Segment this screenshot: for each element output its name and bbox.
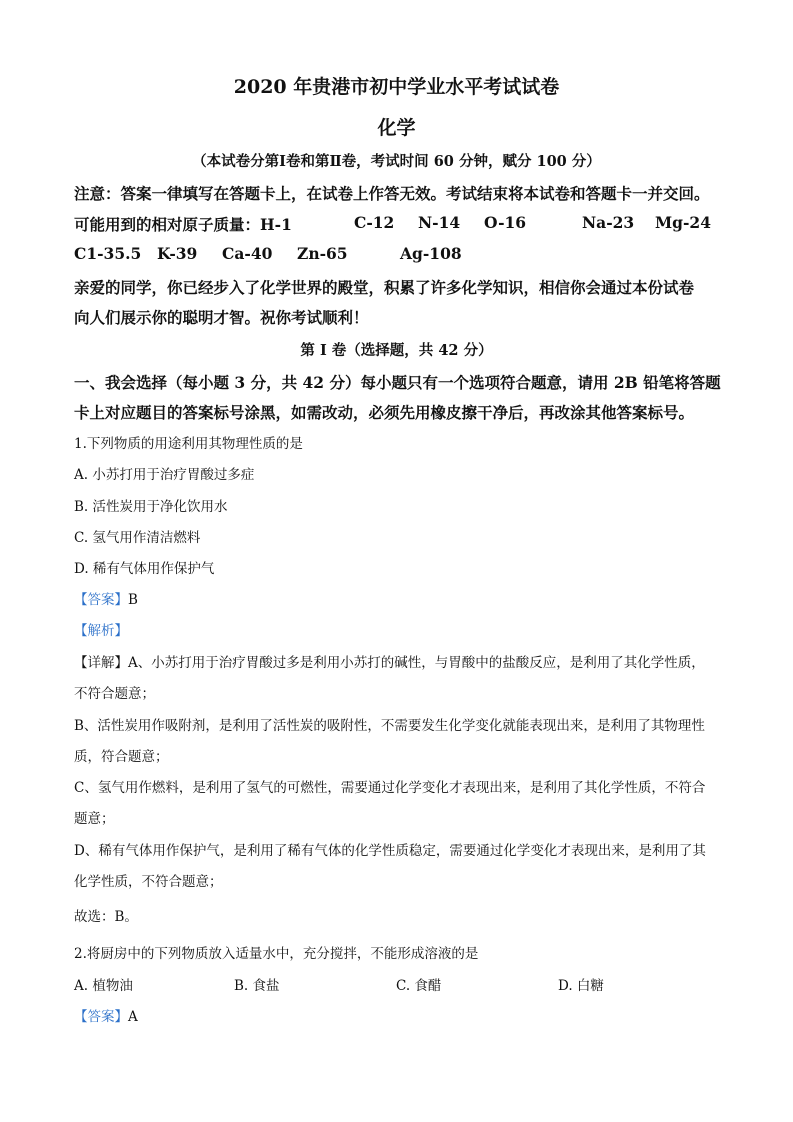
question-2-option-c: C. 食醋 [396, 978, 442, 994]
atomic-mass-label: 可能用到的相对原子质量：H-1 [74, 215, 292, 234]
atomic-mass-item: Zn-65 [297, 244, 348, 263]
question-1-option-c: C. 氢气用作清洁燃料 [74, 530, 201, 546]
answer-value: B [128, 592, 138, 608]
section-title: 第 I 卷（选择题，共 42 分） [300, 342, 493, 359]
question-1-conclusion: 故选：B。 [74, 909, 138, 925]
answer-tag: 【答案】 [74, 592, 128, 608]
question-1-option-a: A. 小苏打用于治疗胃酸过多症 [74, 467, 255, 483]
detail-line-2: 不符合题意； [74, 686, 155, 702]
atomic-mass-item: Ca-40 [222, 244, 273, 263]
atomic-mass-item: C1-35.5 [74, 244, 142, 263]
analysis-tag: 【解析】 [74, 623, 128, 639]
atomic-mass-item: Na-23 [582, 213, 635, 232]
exam-title: 2020 年贵港市初中学业水平考试试卷 [233, 76, 560, 98]
detail-line-5: C、氢气用作燃料，是利用了氢气的可燃性，需要通过化学变化才表现出来，是利用了其化学性质，不符合 [74, 780, 706, 796]
notice: 注意：答案一律填写在答题卡上，在试卷上作答无效。考试结束将本试卷和答题卡一并交回。 [74, 184, 710, 203]
detail-tag: 【详解】 [74, 655, 128, 671]
question-2-option-d: D. 白糖 [558, 978, 604, 994]
question-1-option-b: B. 活性炭用于净化饮用水 [74, 499, 228, 515]
question-2-option-b: B. 食盐 [234, 978, 280, 994]
exam-info: （本试卷分第Ⅰ卷和第Ⅱ卷，考试时间 60 分钟，赋分 100 分） [192, 153, 601, 170]
section-instruction-1: 一、我会选择（每小题 3 分，共 42 分）每小题只有一个选项符合题意，请用 2B 铅笔将答题 [74, 373, 721, 392]
atomic-mass-item: C-12 [354, 213, 395, 232]
detail-line-1 [74, 651, 705, 671]
detail-line-6: 题意； [74, 811, 115, 827]
detail-line-4: 质，符合题意； [74, 749, 169, 765]
atomic-mass-item: K-39 [157, 244, 198, 263]
detail-line-3: B、活性炭用作吸附剂，是利用了活性炭的吸附性，不需要发生化学变化就能表现出来，是利用了其物理性 [74, 718, 705, 734]
answer-value: A [128, 1009, 138, 1025]
atomic-mass-item: O-16 [484, 213, 527, 232]
subject-title: 化学 [377, 117, 416, 139]
detail-line-7: D、稀有气体用作保护气，是利用了稀有气体的化学性质稳定，需要通过化学变化才表现出来，是利用了其 [74, 843, 706, 859]
question-1-answer [74, 588, 138, 608]
detail-line-8: 化学性质，不符合题意； [74, 874, 223, 890]
section-instruction-2: 卡上对应题目的答案标号涂黑，如需改动，必须先用橡皮擦干净后，再改涂其他答案标号。 [74, 403, 695, 422]
question-2-option-a: A. 植物油 [74, 978, 133, 994]
question-1-stem: 1.下列物质的用途利用其物理性质的是 [74, 436, 303, 452]
greeting-line-1: 亲爱的同学，你已经步入了化学世界的殿堂，积累了许多化学知识，相信你会通过本份试卷 [74, 278, 695, 297]
question-2-answer [74, 1005, 138, 1025]
question-2-stem: 2.将厨房中的下列物质放入适量水中，充分搅拌，不能形成溶液的是 [74, 946, 479, 962]
detail-text: A、小苏打用于治疗胃酸过多是利用小苏打的碱性，与胃酸中的盐酸反应，是利用了其化学性质， [128, 655, 705, 671]
atomic-mass-item: Ag-108 [400, 244, 462, 263]
answer-tag: 【答案】 [74, 1009, 128, 1025]
atomic-mass-item: Mg-24 [655, 213, 711, 232]
greeting-line-2: 向人们展示你的聪明才智。祝你考试顺利！ [74, 308, 369, 327]
atomic-mass-item: N-14 [418, 213, 461, 232]
question-1-option-d: D. 稀有气体用作保护气 [74, 561, 215, 577]
